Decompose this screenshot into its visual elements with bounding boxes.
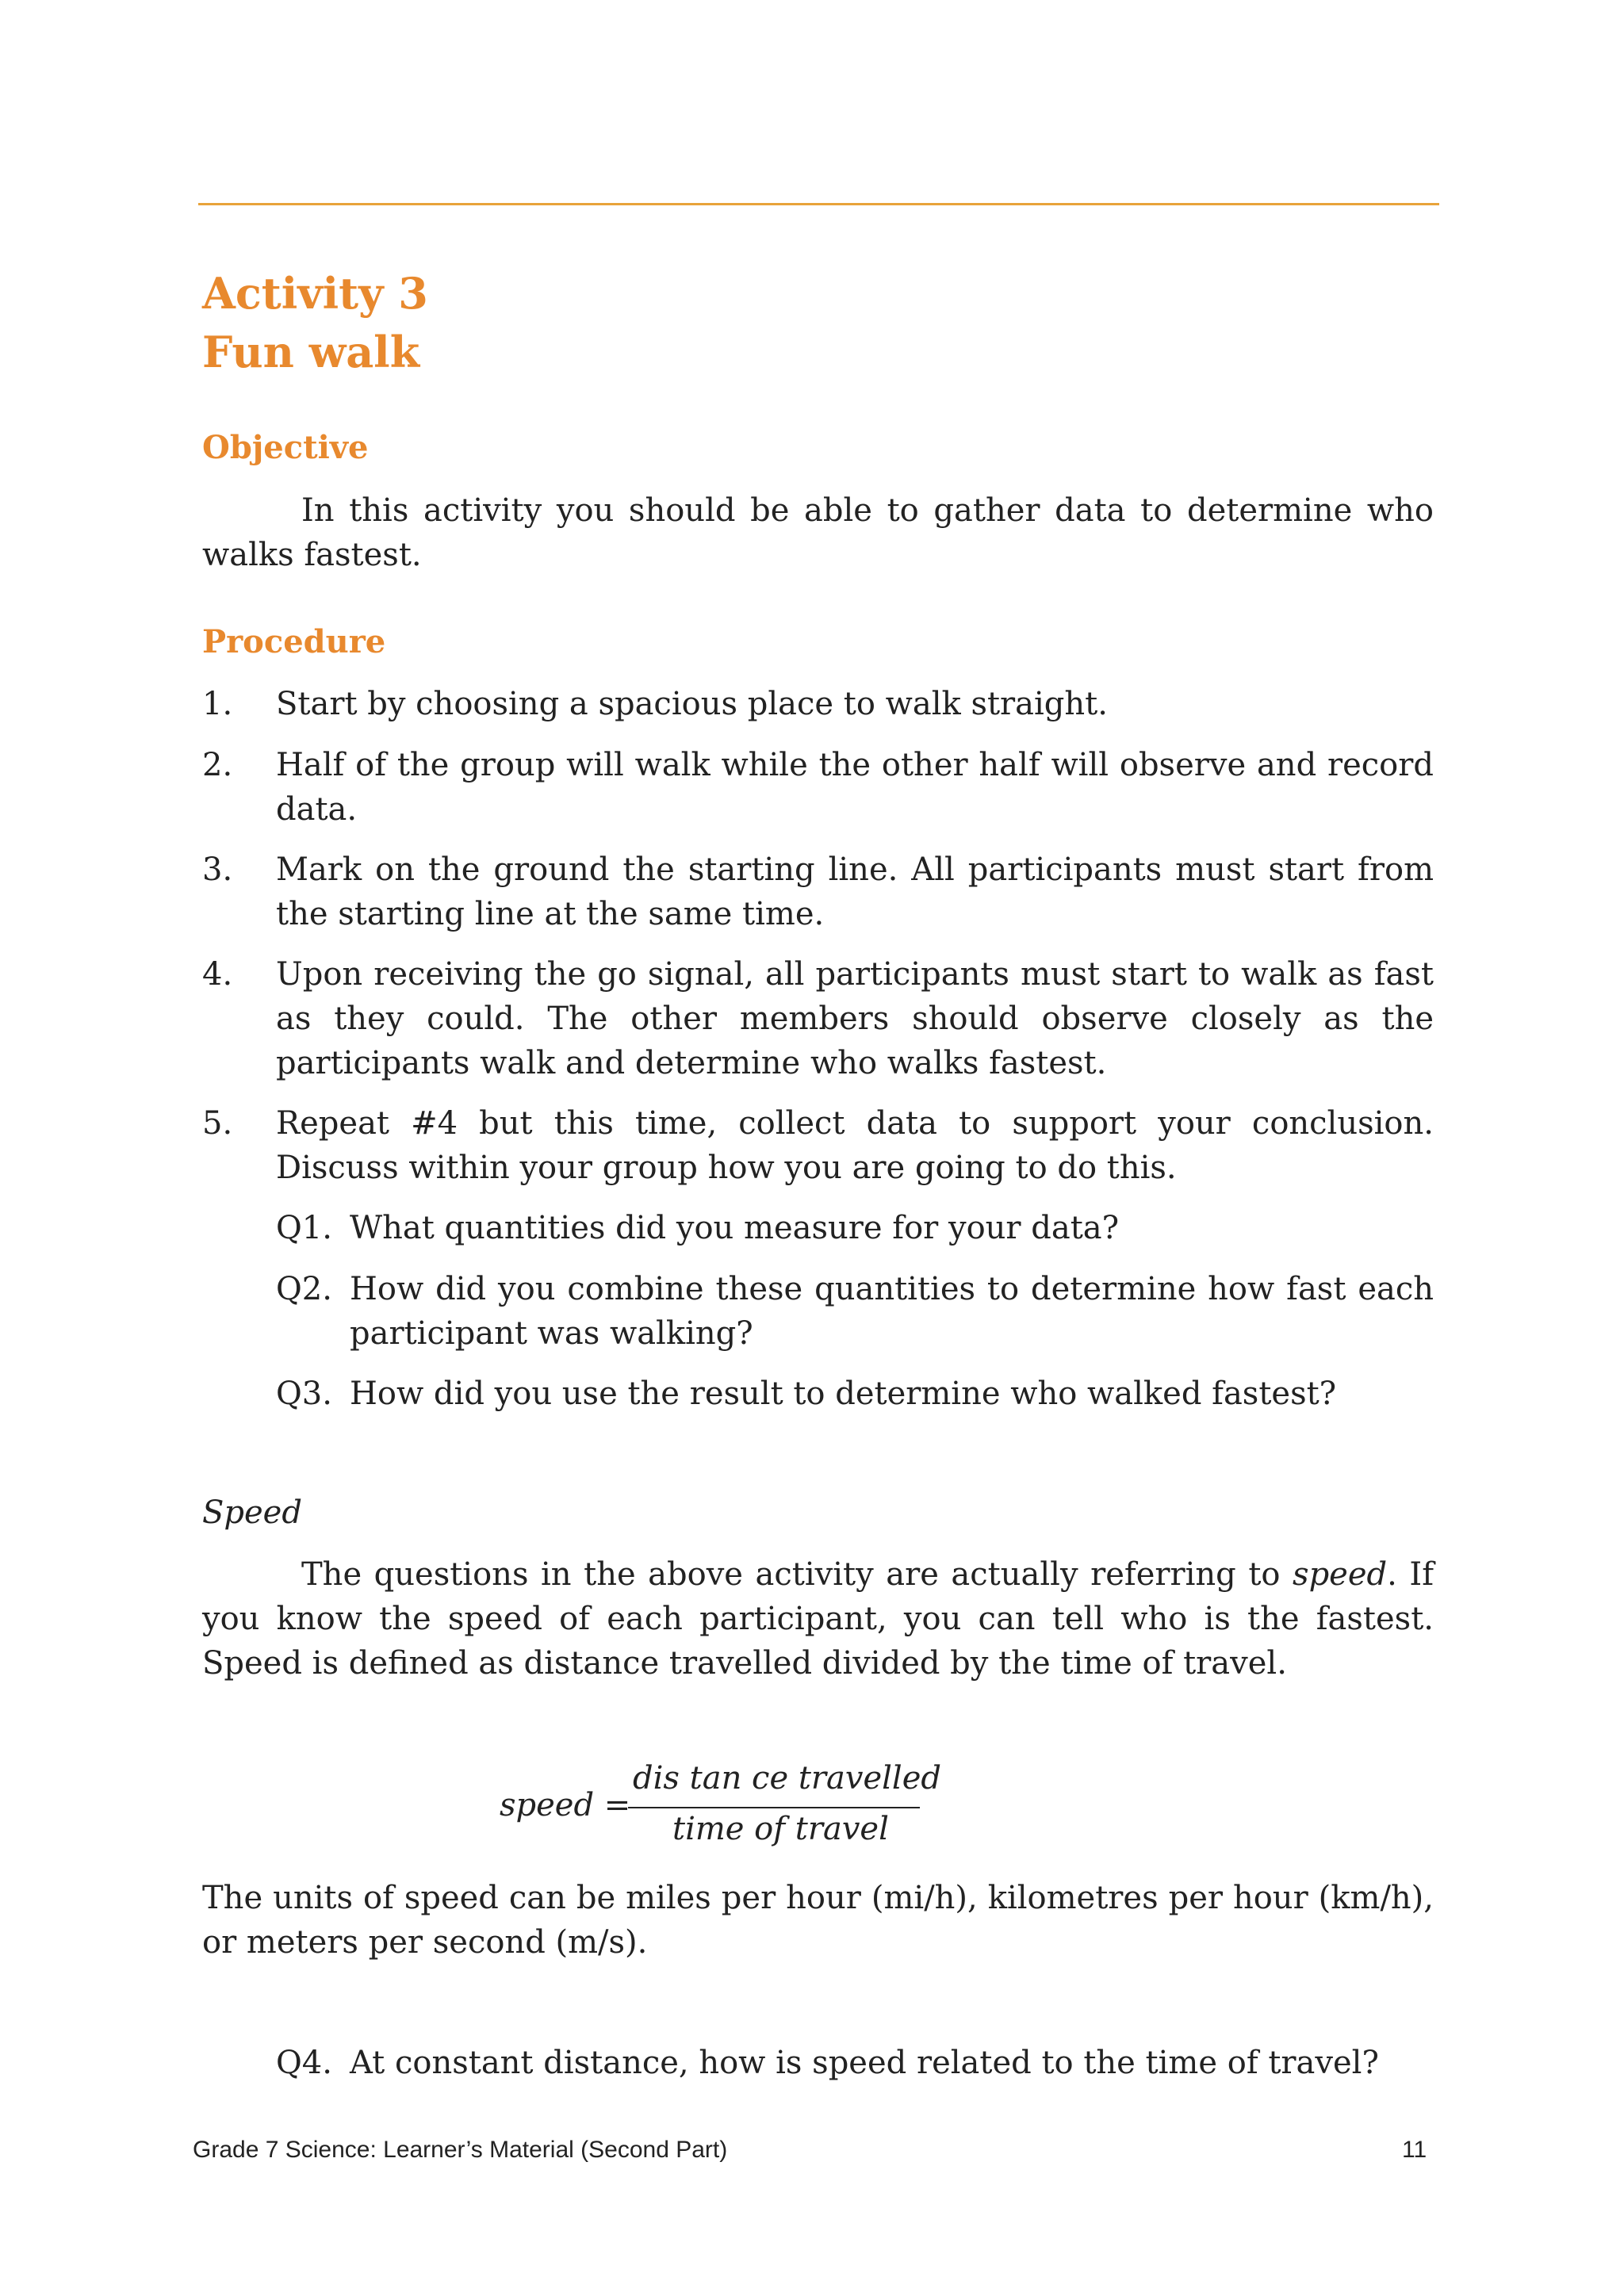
speed-emphasis: speed [1293,1556,1388,1593]
question-number: Q1. [276,1210,332,1246]
objective-text: In this activity you should be able to gather data to determine who walks fastest. [202,492,1434,573]
step-text: Upon receiving the go signal, all participants must start to walk as fast as they could. The other members should observe closely as the participants walk and determine who walks fastest. [276,956,1434,1081]
step-text: Repeat #4 but this time, collect data to support your conclusion. Discuss within your group how you are going to do this. [276,1105,1434,1186]
speed-paragraph-start: The questions in the above activity are actually referring to [301,1556,1281,1593]
step-number: 3. [202,851,233,888]
question-text: What quantities did you measure for your data? [350,1210,1120,1246]
step-number: 5. [202,1105,233,1142]
step-text: Mark on the ground the starting line. All participants must start from the starting line at the same time. [276,851,1434,932]
procedure-label: Procedure [202,623,386,660]
formula-denominator: time of travel [672,1811,889,1847]
fraction-bar [628,1807,920,1808]
speed-paragraph-end: . If you know the speed of each participant, you can tell who is the fastest. Speed is defined as distance travelled divided by the time of travel. [202,1556,1434,1682]
footer-title: Grade 7 Science: Learner’s Material (Second Part) [193,2137,728,2163]
units-paragraph: The units of speed can be miles per hour (mi/h), kilometres per hour (km/h), or meters per second (m/s). [202,1880,1434,1961]
question-item [276,1267,1434,1356]
objective-label: Objective [202,429,369,466]
question-item [276,1206,1434,1250]
speed-paragraph [202,1552,1434,1686]
question-number: Q4. [276,2045,332,2081]
question-text: How did you use the result to determine who walked fastest? [350,1376,1337,1412]
procedure-step [202,1101,1434,1190]
header-rule [198,203,1439,205]
question-item [276,2041,1434,2085]
procedure-step [202,743,1434,832]
formula-numerator: dis tan ce travelled [633,1760,942,1797]
procedure-step [202,848,1434,936]
activity-number: Activity 3 [202,268,428,319]
step-number: 1. [202,686,233,722]
question-text: How did you combine these quantities to determine how fast each participant was walking? [350,1271,1434,1352]
formula-lhs: speed = [500,1787,631,1823]
page-number: 11 [1402,2137,1427,2163]
step-text: Start by choosing a spacious place to walk straight. [276,686,1108,722]
procedure-step [202,952,1434,1085]
step-number: 4. [202,956,233,993]
speed-label: Speed [202,1494,302,1531]
question-text: At constant distance, how is speed related to the time of travel? [350,2045,1379,2081]
question-number: Q3. [276,1376,332,1412]
question-item [276,1372,1434,1416]
activity-title: Fun walk [202,327,420,377]
question-number: Q2. [276,1271,332,1307]
step-text: Half of the group will walk while the other half will observe and record data. [276,747,1434,828]
procedure-step [202,682,1434,726]
step-number: 2. [202,747,233,783]
